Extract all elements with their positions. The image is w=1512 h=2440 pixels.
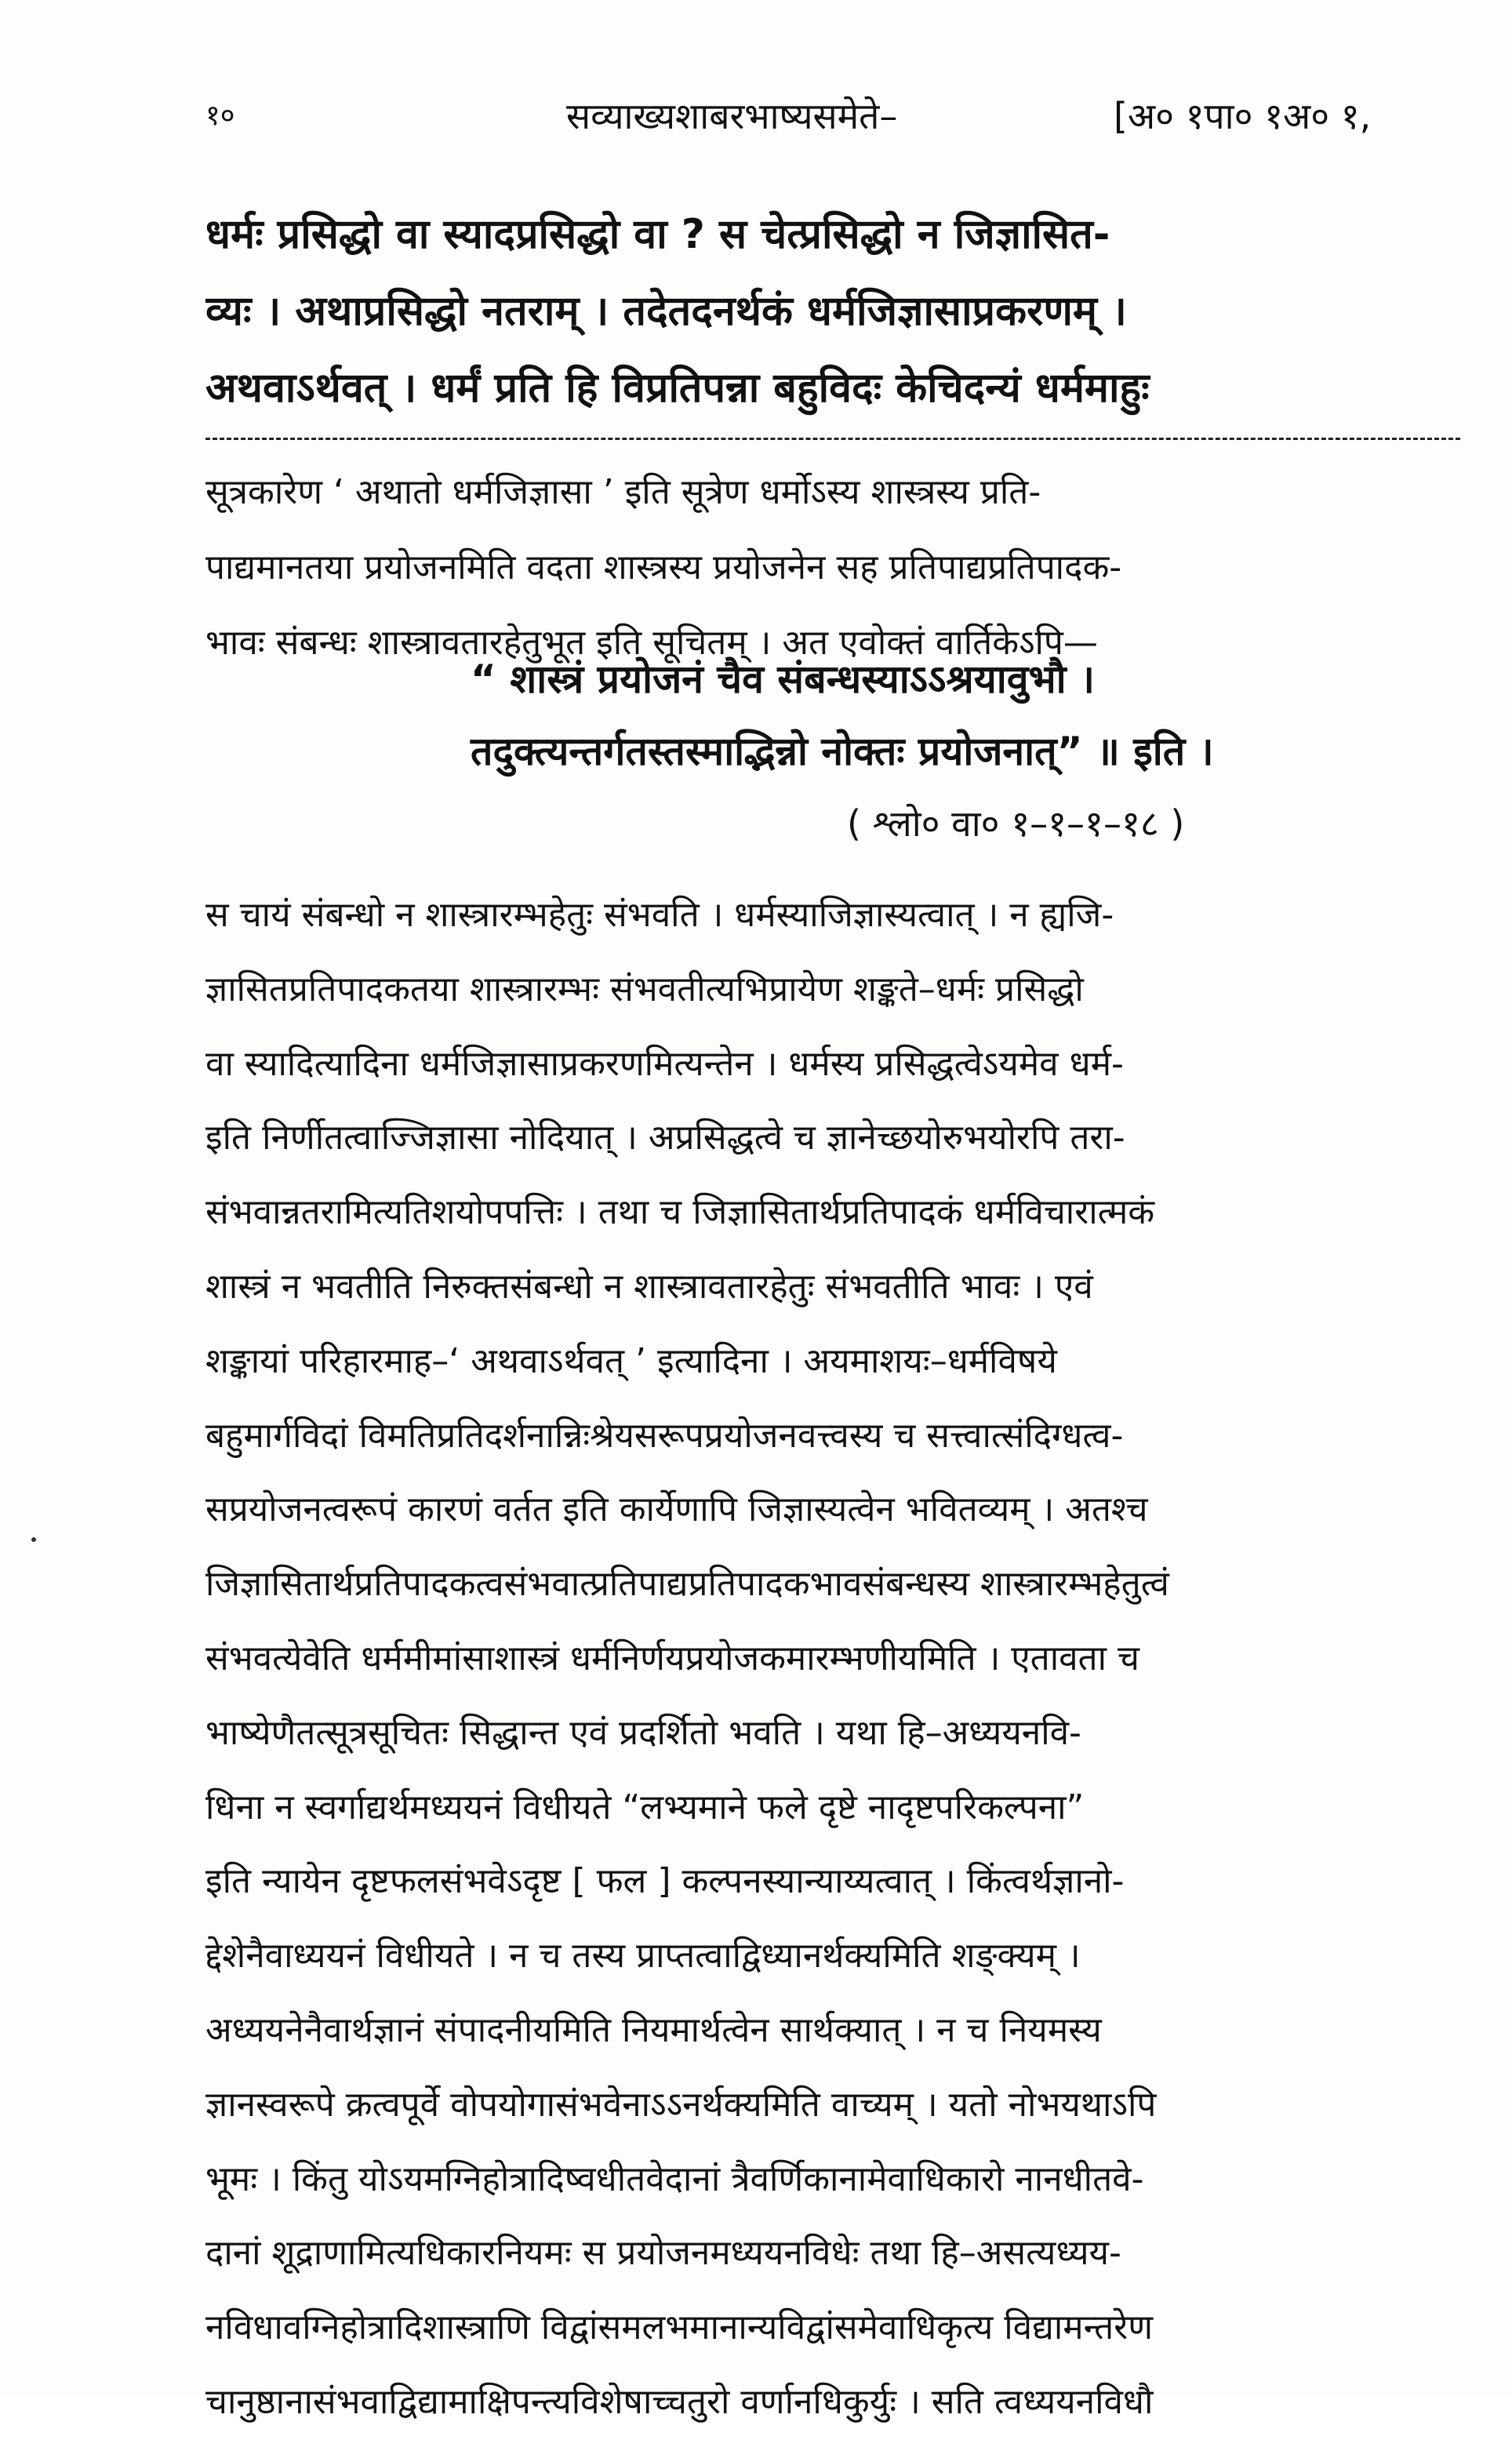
commentary-line: अध्ययनेनैवार्थज्ञानं संपादनीयमिति नियमार्थत्वेन सार्थक्यात् । न च नियमस्य xyxy=(205,2009,1102,2050)
commentary-line: ज्ञानस्वरूपे क्रत्वपूर्वे वोपयोगासंभवेनाऽऽनर्थक्यमिति वाच्यम् । यतो नोभयथाऽपि xyxy=(205,2084,1157,2125)
commentary-line: दानां शूद्राणामित्यधिकारनियमः स प्रयोजनमध्ययनविधेः तथा हि–असत्यध्यय- xyxy=(205,2233,1121,2274)
commentary-line: जिज्ञासितार्थप्रतिपादकत्वसंभवात्प्रतिपाद्यप्रतिपादकभावसंबन्धस्य शास्त्रारम्भहेतुत्वं xyxy=(205,1564,1169,1605)
page-number: १० xyxy=(205,100,235,132)
running-title: सव्याख्यशाबरभाष्यसमेते– xyxy=(566,95,898,137)
commentary-line: संभवत्येवेति धर्ममीमांसाशास्त्रं धर्मनिर्णयप्रयोजकमारम्भणीयमिति । एतावता च xyxy=(205,1638,1139,1678)
verse-line-2: तदुक्त्यन्तर्गतस्तस्माद्भिन्नो नोक्तः प्रयोजनात्” ॥ इति । xyxy=(471,729,1214,774)
commentary-line: सूत्रकारेण ‘ अथातो धर्मजिज्ञासा ’ इति सूत्रेण धर्मोऽस्य शास्त्रस्य प्रति- xyxy=(205,472,1041,512)
verse-line-1: “ शास्त्रं प्रयोजनं चैव संबन्धस्याऽऽश्रयावुभौ । xyxy=(471,656,1095,702)
divider xyxy=(205,438,1460,440)
commentary-line: इति निर्णीतत्वाज्जिज्ञासा नोदियात् । अप्रसिद्धत्वे च ज्ञानेच्छयोरुभयोरपि तरा- xyxy=(205,1118,1125,1158)
commentary-line: चानुष्ठानासंभवाद्विद्यामाक्षिपन्त्यविशेषाच्चतुरो वर्णानधिकुर्युः । सति त्वध्ययनविधौ xyxy=(205,2381,1154,2422)
source-text xyxy=(205,196,1460,427)
commentary-line: धिना न स्वर्गाद्यर्थमध्ययनं विधीयते “लभ्यमाने फले दृष्टे नादृष्टपरिकल्पना” xyxy=(205,1787,1085,1827)
source-line: अथवाऽर्थवत् । धर्मं प्रति हि विप्रतिपन्ना बहुविदः केचिदन्यं धर्ममाहुः xyxy=(205,365,1150,412)
source-line: व्यः । अथाप्रसिद्धो नतराम् । तदेतदनर्थकं धर्मजिज्ञासाप्रकरणम् । xyxy=(205,288,1127,335)
commentary-line: शास्त्रं न भवतीति निरुक्तसंबन्धो न शास्त्रावतारहेतुः संभवतीति भावः । एवं xyxy=(205,1266,1093,1307)
commentary-line: वा स्यादित्यादिना धर्मजिज्ञासाप्रकरणमित्यन्तेन । धर्मस्य प्रसिद्धत्वेऽयमेव धर्म- xyxy=(205,1043,1124,1084)
commentary-line: संभवान्नतरामित्यतिशयोपपत्तिः । तथा च जिज्ञासितार्थप्रतिपादकं धर्मविचारात्मकं xyxy=(205,1192,1155,1233)
commentary-line: भावः संबन्धः शास्त्रावतारहेतुभूत इति सूचितम् । अत एवोक्तं वार्तिकेऽपि— xyxy=(205,623,1098,663)
commentary-line: भूमः । किंतु योऽयमग्निहोत्रादिष्वधीतवेदानां त्रैवर्णिकानामेवाधिकारो नानधीतवे- xyxy=(205,2158,1144,2199)
commentary-line: स चायं संबन्धो न शास्त्रारम्भहेतुः संभवति । धर्मस्याजिज्ञास्यत्वात् । न ह्यजि- xyxy=(205,895,1114,935)
commentary-main xyxy=(205,878,1460,2440)
commentary-line: भाष्येणैतत्सूत्रसूचितः सिद्धान्त एवं प्रदर्शितो भवति । यथा हि–अध्ययनवि- xyxy=(205,1712,1081,1753)
source-line: धर्मः प्रसिद्धो वा स्यादप्रसिद्धो वा ? स चेत्प्रसिद्धो न जिज्ञासित- xyxy=(205,211,1110,258)
commentary-line: ज्ञासितप्रतिपादकतया शास्त्रारम्भः संभवतीत्यभिप्रायेण शङ्कते–धर्मः प्रसिद्धो xyxy=(205,969,1084,1009)
commentary-line: बहुमार्गविदां विमतिप्रतिदर्शनान्निःश्रेयसरूपप्रयोजनवत्त्वस्य च सत्त्वात्संदिग्धत्व- xyxy=(205,1415,1124,1456)
commentary-line: पाद्यमानतया प्रयोजनमिति वदता शास्त्रस्य प्रयोजनेन सह प्रतिपाद्यप्रतिपादक- xyxy=(205,547,1122,587)
verse-reference: ( श्लो० वा० १–१–१–१८ ) xyxy=(847,802,1185,845)
commentary-line: नविधावग्निहोत्रादिशास्त्राणि विद्वांसमलभमानान्यविद्वांसमेवाधिकृत्य विद्यामन्तरेण xyxy=(205,2307,1154,2348)
commentary-line: द्देशेनैवाध्ययनं विधीयते । न च तस्य प्राप्तत्वाद्विध्यानर्थक्यमिति शङ्क्यम् । xyxy=(205,1936,1081,1976)
commentary-line: शङ्कायां परिहारमाह–‘ अथवाऽर्थवत् ’ इत्यादिना । अयमाशयः–धर्मविषये xyxy=(205,1340,1057,1381)
scan-speck xyxy=(31,1537,36,1542)
commentary-line: इति न्यायेन दृष्टफलसंभवेऽदृष्ट [ फल ] कल्पनस्यान्याय्यत्वात् । किंत्वर्थज्ञानो- xyxy=(205,1861,1125,1902)
section-reference: [अ० १पा० १अ० १, xyxy=(1114,95,1372,137)
commentary-line: सप्रयोजनत्वरूपं कारणं वर्तत इति कार्येणापि जिज्ञास्यत्वेन भवितव्यम् । अतश्च xyxy=(205,1489,1148,1530)
